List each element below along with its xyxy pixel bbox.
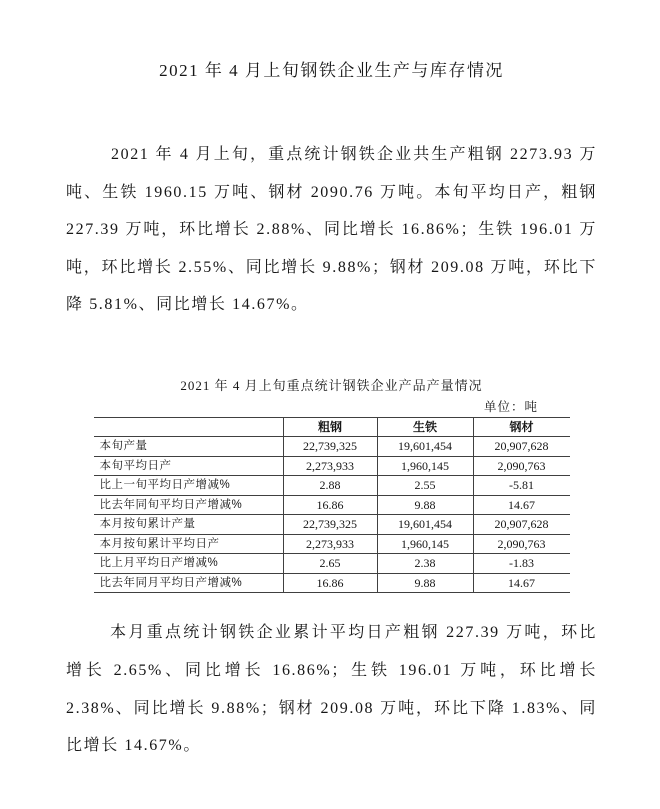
header-cell: 生铁 [377, 417, 473, 437]
row-label: 本旬产量 [94, 437, 284, 457]
table-row [94, 437, 570, 457]
row-value: 2,273,933 [283, 456, 377, 476]
table-row [94, 495, 570, 515]
row-value: 1,960,145 [377, 456, 473, 476]
header-cell: 粗钢 [283, 417, 377, 437]
row-value: 20,907,628 [473, 515, 570, 535]
table-title: 2021 年 4 月上旬重点统计钢铁企业产品产量情况 [180, 377, 483, 393]
table-section [66, 375, 597, 594]
paragraph-production-overview: 2021 年 4 月上旬，重点统计钢铁企业共生产粗钢 2273.93 万吨、生铁 1960.15 万吨、钢材 2090.76 万吨。本旬平均日产，粗钢 227.39 万吨，环比增长 2.88%、同比增长 16.86%；生铁 196.01 万吨，环比增长 2.55%、同比增长 9.88%；钢材 209.08 万吨，环比下降 5.81%、同比增长 14.67%。 [66, 146, 597, 314]
table-row [94, 476, 570, 496]
row-value: -1.83 [473, 554, 570, 574]
row-value: 14.67 [473, 495, 570, 515]
production-table [94, 417, 570, 594]
row-label: 本月按旬累计平均日产 [94, 534, 284, 554]
row-value: 2,273,933 [283, 534, 377, 554]
row-value: 2.55 [377, 476, 473, 496]
document-title: 2021 年 4 月上旬钢铁企业生产与库存情况 [159, 61, 504, 80]
table-row [94, 515, 570, 535]
row-label: 本月按旬累计产量 [94, 515, 284, 535]
row-value: 22,739,325 [283, 437, 377, 457]
row-value: 14.67 [473, 573, 570, 593]
row-value: 1,960,145 [377, 534, 473, 554]
row-value: 16.86 [283, 495, 377, 515]
table-row [94, 554, 570, 574]
row-value: 16.86 [283, 573, 377, 593]
row-label: 比上一旬平均日产增减% [94, 476, 284, 496]
row-value: 20,907,628 [473, 437, 570, 457]
row-value: 9.88 [377, 495, 473, 515]
table-row [94, 534, 570, 554]
row-label: 比去年同旬平均日产增减% [94, 495, 284, 515]
row-value: -5.81 [473, 476, 570, 496]
header-cell-empty [94, 417, 284, 437]
table-row [94, 456, 570, 476]
row-value: 2.65 [283, 554, 377, 574]
row-label: 本旬平均日产 [94, 456, 284, 476]
header-cell: 钢材 [473, 417, 570, 437]
row-value: 2,090,763 [473, 456, 570, 476]
row-value: 2.88 [283, 476, 377, 496]
row-value: 9.88 [377, 573, 473, 593]
paragraph-monthly-summary: 本月重点统计钢铁企业累计平均日产粗钢 227.39 万吨，环比增长 2.65%、同比增长 16.86%；生铁 196.01 万吨，环比增长 2.38%、同比增长 9.88%；钢材 209.08 万吨，环比下降 1.83%、同比增长 14.67%。 [66, 624, 597, 755]
row-value: 22,739,325 [283, 515, 377, 535]
table-unit-label: 单位：吨 [483, 399, 538, 414]
row-value: 19,601,454 [377, 515, 473, 535]
row-label: 比去年同月平均日产增减% [94, 573, 284, 593]
row-value: 2.38 [377, 554, 473, 574]
row-value: 2,090,763 [473, 534, 570, 554]
table-header-row [94, 417, 570, 437]
row-label: 比上月平均日产增减% [94, 554, 284, 574]
row-value: 19,601,454 [377, 437, 473, 457]
table-row [94, 573, 570, 593]
